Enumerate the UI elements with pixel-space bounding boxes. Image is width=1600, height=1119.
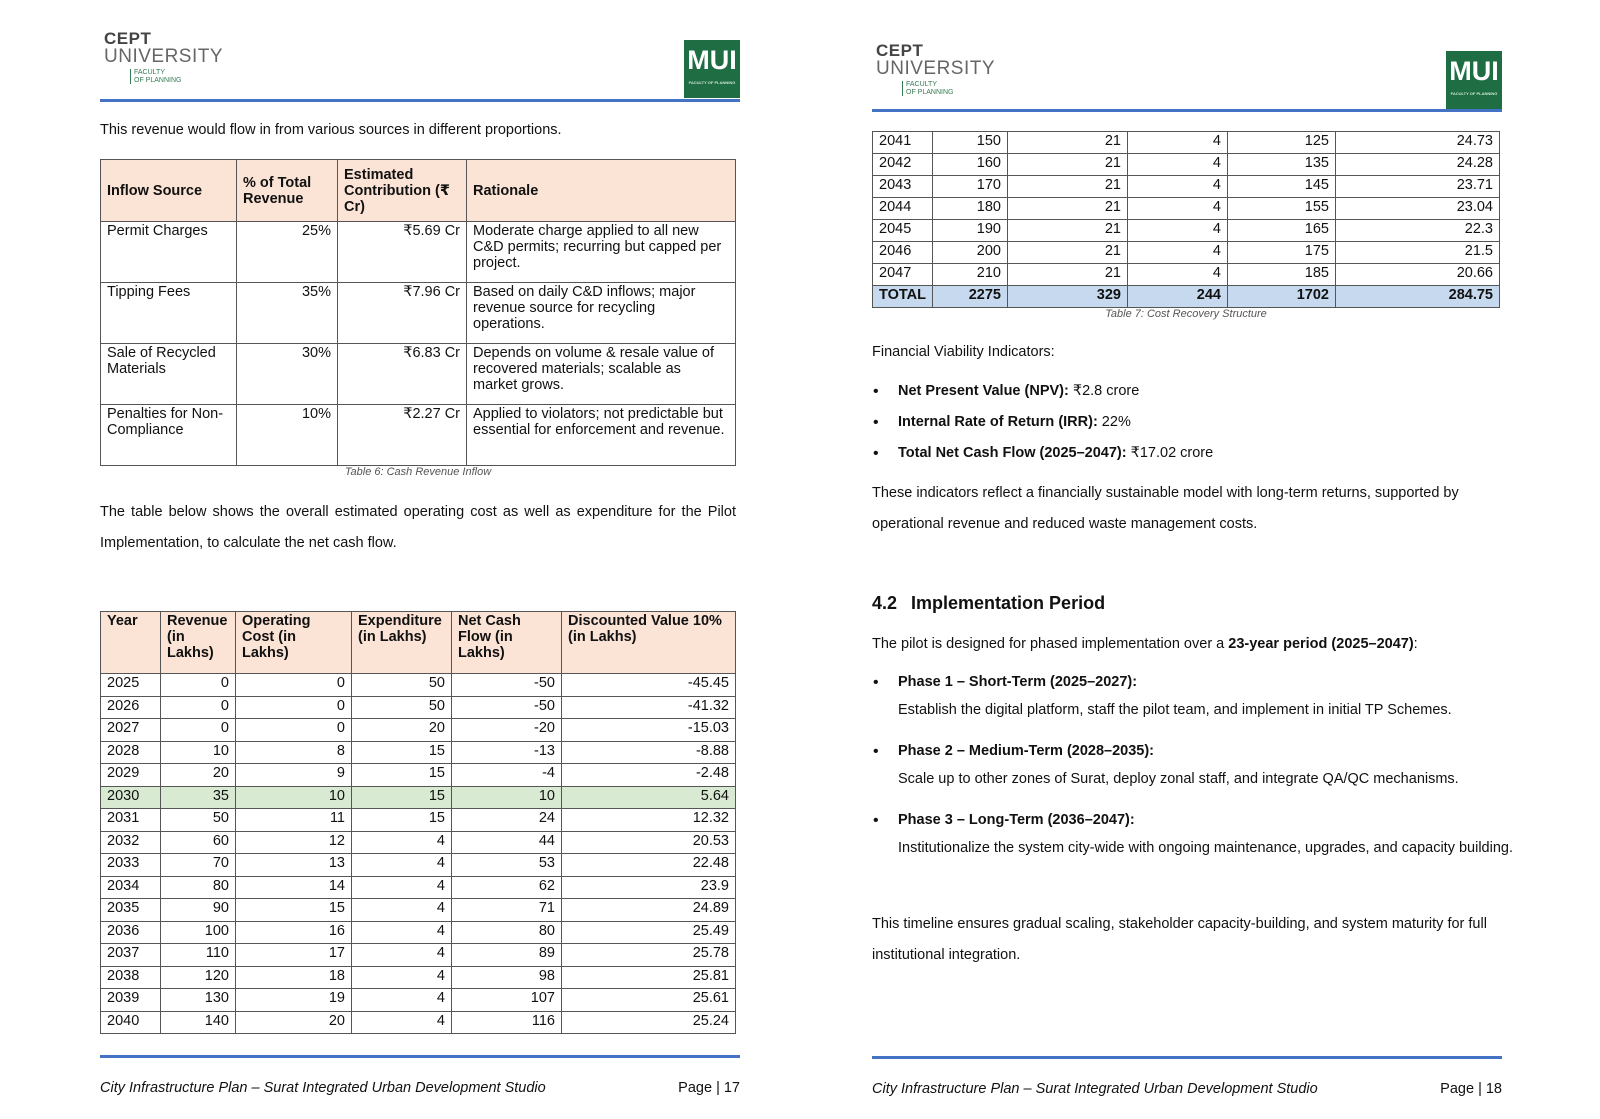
table-cell: 20 bbox=[352, 719, 452, 742]
table-cell: 0 bbox=[161, 696, 236, 719]
table-cell: 2047 bbox=[873, 264, 933, 286]
cash-flow-row bbox=[873, 264, 1500, 286]
net-cash-flow-table bbox=[100, 611, 736, 1034]
table-cell: 10 bbox=[236, 786, 352, 809]
table-cell: 4 bbox=[352, 921, 452, 944]
table-cell: -2.48 bbox=[562, 764, 736, 787]
cash-flow-row bbox=[873, 154, 1500, 176]
table-cell: 80 bbox=[161, 876, 236, 899]
table-cell: 1702 bbox=[1228, 286, 1336, 308]
table-cell: 155 bbox=[1228, 198, 1336, 220]
cept-university-logo: CEPT UNIVERSITY FACULTY OF PLANNING bbox=[876, 41, 996, 96]
table-cell: -45.45 bbox=[562, 674, 736, 697]
cash-flow-row bbox=[101, 831, 736, 854]
table-cell: 0 bbox=[161, 719, 236, 742]
table-cell: -15.03 bbox=[562, 719, 736, 742]
table-cell: 24.28 bbox=[1336, 154, 1500, 176]
table-cell: 2031 bbox=[101, 809, 161, 832]
table-cell: 2038 bbox=[101, 966, 161, 989]
table-cell: 244 bbox=[1128, 286, 1228, 308]
table-cell: 116 bbox=[452, 1011, 562, 1034]
inflow-row bbox=[101, 283, 736, 344]
table-cell: 2026 bbox=[101, 696, 161, 719]
section-heading bbox=[872, 593, 1105, 614]
table-cell: 2037 bbox=[101, 944, 161, 967]
table-cell: ₹2.27 Cr bbox=[338, 405, 467, 466]
closing-paragraph: This timeline ensures gradual scaling, stakeholder capacity-building, and system maturity for full institutional integration. bbox=[872, 916, 1487, 963]
table-cell: 21 bbox=[1008, 132, 1128, 154]
table-cell: 2032 bbox=[101, 831, 161, 854]
table-cell: 71 bbox=[452, 899, 562, 922]
cash-flow-row bbox=[873, 132, 1500, 154]
table-cell: 21 bbox=[1008, 154, 1128, 176]
table-cell: 160 bbox=[933, 154, 1008, 176]
table-cell: 25.24 bbox=[562, 1011, 736, 1034]
table-cell: 170 bbox=[933, 176, 1008, 198]
col-operating-cost: Operating Cost (in Lakhs) bbox=[236, 612, 352, 674]
table-cell: 24 bbox=[452, 809, 562, 832]
table-cell: 2046 bbox=[873, 242, 933, 264]
table-cell: 8 bbox=[236, 741, 352, 764]
table-cell: -50 bbox=[452, 674, 562, 697]
table-cell: 4 bbox=[1128, 264, 1228, 286]
table-cell: 21 bbox=[1008, 264, 1128, 286]
table-cell: Depends on volume & resale value of recovered materials; scalable as market grows. bbox=[467, 344, 736, 405]
table-cell: 15 bbox=[236, 899, 352, 922]
cash-revenue-inflow-table bbox=[100, 159, 736, 466]
phase-3: • Phase 3 – Long-Term (2036–2047): Institutionalize the system city-wide with ongoing maintenance, upgrades, and capacity building. bbox=[898, 812, 1518, 864]
table-cell: 180 bbox=[933, 198, 1008, 220]
table-cell: 4 bbox=[1128, 220, 1228, 242]
table-cell: 4 bbox=[352, 966, 452, 989]
footer-title: City Infrastructure Plan – Surat Integrated Urban Development Studio bbox=[100, 1080, 546, 1096]
inflow-row bbox=[101, 405, 736, 466]
table-cell: -13 bbox=[452, 741, 562, 764]
table-cell: -20 bbox=[452, 719, 562, 742]
revenue-intro-text: This revenue would flow in from various sources in different proportions. bbox=[100, 122, 562, 138]
table-cell: 2033 bbox=[101, 854, 161, 877]
table-cell: 190 bbox=[933, 220, 1008, 242]
cash-flow-row bbox=[101, 696, 736, 719]
table-cell: 2041 bbox=[873, 132, 933, 154]
table-cell: 12 bbox=[236, 831, 352, 854]
col-inflow-source: Inflow Source bbox=[101, 160, 237, 222]
table-cell: 21 bbox=[1008, 198, 1128, 220]
table-cell: 21.5 bbox=[1336, 242, 1500, 264]
table-cell: 23.71 bbox=[1336, 176, 1500, 198]
col-percent-revenue: % of Total Revenue bbox=[237, 160, 338, 222]
inflow-row bbox=[101, 344, 736, 405]
table-cell: 30% bbox=[237, 344, 338, 405]
table-cell: 145 bbox=[1228, 176, 1336, 198]
col-expenditure: Expenditure (in Lakhs) bbox=[352, 612, 452, 674]
pilot-intro-text: The pilot is designed for phased implementation over a 23-year period (2025–2047): bbox=[872, 636, 1418, 652]
table-cell: 21 bbox=[1008, 176, 1128, 198]
table-cell: 44 bbox=[452, 831, 562, 854]
table-cell: Moderate charge applied to all new C&D permits; recurring but capped per project. bbox=[467, 222, 736, 283]
table-cell: 60 bbox=[161, 831, 236, 854]
cept-university-logo: CEPT UNIVERSITY FACULTY OF PLANNING bbox=[104, 29, 224, 84]
page-number: Page | 18 bbox=[1440, 1081, 1502, 1097]
table-7-caption: Table 7: Cost Recovery Structure bbox=[1105, 308, 1267, 320]
indicator-net-cash-flow: • Total Net Cash Flow (2025–2047): ₹17.02 crore bbox=[898, 445, 1518, 476]
cash-flow-row bbox=[101, 854, 736, 877]
fvi-heading: Financial Viability Indicators: bbox=[872, 344, 1055, 360]
cost-recovery-table bbox=[872, 131, 1500, 308]
table-cell: 329 bbox=[1008, 286, 1128, 308]
cash-flow-row bbox=[101, 921, 736, 944]
table-cell: Sale of Recycled Materials bbox=[101, 344, 237, 405]
table-cell: 4 bbox=[1128, 198, 1228, 220]
cash-flow-row bbox=[873, 220, 1500, 242]
table-cell: 17 bbox=[236, 944, 352, 967]
table-cell: 10 bbox=[452, 786, 562, 809]
table-cell: 53 bbox=[452, 854, 562, 877]
table-cell: 107 bbox=[452, 989, 562, 1012]
table-cell: 20.53 bbox=[562, 831, 736, 854]
table-cell: 15 bbox=[352, 809, 452, 832]
table-cell: 2028 bbox=[101, 741, 161, 764]
phase-list bbox=[872, 674, 1518, 864]
table-cell: 5.64 bbox=[562, 786, 736, 809]
table-cell: 24.73 bbox=[1336, 132, 1500, 154]
header-rule bbox=[872, 109, 1502, 112]
table-cell: 80 bbox=[452, 921, 562, 944]
table-cell: 20 bbox=[161, 764, 236, 787]
table-cell: 90 bbox=[161, 899, 236, 922]
footer-rule bbox=[872, 1056, 1502, 1059]
table-cell: 25.61 bbox=[562, 989, 736, 1012]
table-cell: 0 bbox=[236, 674, 352, 697]
table-cell: 150 bbox=[933, 132, 1008, 154]
table-cell: 9 bbox=[236, 764, 352, 787]
table-cell: 25.81 bbox=[562, 966, 736, 989]
cash-flow-row bbox=[101, 966, 736, 989]
table-cell: 25% bbox=[237, 222, 338, 283]
table-cell: 19 bbox=[236, 989, 352, 1012]
table-cell: 2035 bbox=[101, 899, 161, 922]
table-cell: 4 bbox=[1128, 132, 1228, 154]
table-cell: 21 bbox=[1008, 242, 1128, 264]
table-cell: 11 bbox=[236, 809, 352, 832]
table-cell: 210 bbox=[933, 264, 1008, 286]
cash-flow-row bbox=[101, 1011, 736, 1034]
col-rationale: Rationale bbox=[467, 160, 736, 222]
page-header bbox=[872, 0, 1502, 104]
cash-flow-row bbox=[101, 899, 736, 922]
table-cell: 10 bbox=[161, 741, 236, 764]
table-cell: 4 bbox=[1128, 176, 1228, 198]
table-6-caption: Table 6: Cash Revenue Inflow bbox=[344, 466, 492, 478]
table-cell: 120 bbox=[161, 966, 236, 989]
table-cell: 2040 bbox=[101, 1011, 161, 1034]
table-cell: 4 bbox=[352, 989, 452, 1012]
col-estimated-contribution: Estimated Contribution (₹ Cr) bbox=[338, 160, 467, 222]
table-cell: 98 bbox=[452, 966, 562, 989]
table-cell: 175 bbox=[1228, 242, 1336, 264]
table-cell: 25.78 bbox=[562, 944, 736, 967]
table-cell: 15 bbox=[352, 786, 452, 809]
table-cell: 140 bbox=[161, 1011, 236, 1034]
table-cell: 22.48 bbox=[562, 854, 736, 877]
cash-flow-row bbox=[101, 944, 736, 967]
section-title: Implementation Period bbox=[911, 593, 1106, 613]
table-cell: 165 bbox=[1228, 220, 1336, 242]
table-cell: ₹5.69 Cr bbox=[338, 222, 467, 283]
table-cell: -41.32 bbox=[562, 696, 736, 719]
table-cell: 0 bbox=[236, 696, 352, 719]
mui-logo: MUI FACULTY OF PLANNING bbox=[1446, 51, 1502, 109]
indicator-npv: • Net Present Value (NPV): ₹2.8 crore bbox=[898, 383, 1518, 414]
table-cell: Permit Charges bbox=[101, 222, 237, 283]
phase-2: • Phase 2 – Medium-Term (2028–2035): Scale up to other zones of Surat, deploy zonal staff, and integrate QA/QC mechanisms. bbox=[898, 743, 1518, 812]
table-cell: 4 bbox=[1128, 154, 1228, 176]
table-cell: 10% bbox=[237, 405, 338, 466]
page-17 bbox=[100, 0, 740, 1119]
table-cell: 4 bbox=[352, 1011, 452, 1034]
table-cell: 0 bbox=[236, 719, 352, 742]
mui-logo: MUI FACULTY OF PLANNING bbox=[684, 40, 740, 98]
table-cell: 2027 bbox=[101, 719, 161, 742]
table-cell: 2275 bbox=[933, 286, 1008, 308]
table-cell: 25.49 bbox=[562, 921, 736, 944]
table-cell: 22.3 bbox=[1336, 220, 1500, 242]
cash-flow-row bbox=[101, 741, 736, 764]
table-cell: 4 bbox=[352, 831, 452, 854]
table-cell: 35% bbox=[237, 283, 338, 344]
table-cell: 35 bbox=[161, 786, 236, 809]
table-cell: 2044 bbox=[873, 198, 933, 220]
table-cell: Based on daily C&D inflows; major revenue source for recycling operations. bbox=[467, 283, 736, 344]
table-cell: 21 bbox=[1008, 220, 1128, 242]
cash-flow-row bbox=[101, 876, 736, 899]
cash-flow-row bbox=[101, 786, 736, 809]
table-cell: 2034 bbox=[101, 876, 161, 899]
table-cell: 125 bbox=[1228, 132, 1336, 154]
indicator-list bbox=[872, 383, 1518, 476]
table-cell: 89 bbox=[452, 944, 562, 967]
table-cell: 4 bbox=[352, 854, 452, 877]
table-cell: Penalties for Non-Compliance bbox=[101, 405, 237, 466]
footer-rule bbox=[100, 1055, 740, 1058]
table-cell: Tipping Fees bbox=[101, 283, 237, 344]
fvi-paragraph: These indicators reflect a financially sustainable model with long-term returns, supported by operational revenue and reduced waste management costs. bbox=[872, 485, 1459, 532]
table-cell: 15 bbox=[352, 764, 452, 787]
table-cell: 16 bbox=[236, 921, 352, 944]
phase-1: • Phase 1 – Short-Term (2025–2027): Establish the digital platform, staff the pilot team, and implement in initial TP Schemes. bbox=[898, 674, 1518, 743]
cash-flow-row bbox=[101, 674, 736, 697]
table-cell: 185 bbox=[1228, 264, 1336, 286]
cash-flow-row bbox=[101, 809, 736, 832]
col-net-cash-flow: Net Cash Flow (in Lakhs) bbox=[452, 612, 562, 674]
table-cell: 4 bbox=[352, 944, 452, 967]
table-cell: 2045 bbox=[873, 220, 933, 242]
table-cell: TOTAL bbox=[873, 286, 933, 308]
table-cell: 2042 bbox=[873, 154, 933, 176]
table-cell: -8.88 bbox=[562, 741, 736, 764]
col-year: Year bbox=[101, 612, 161, 674]
table-cell: 14 bbox=[236, 876, 352, 899]
table-cell: 2030 bbox=[101, 786, 161, 809]
table-cell: 2025 bbox=[101, 674, 161, 697]
col-revenue: Revenue (in Lakhs) bbox=[161, 612, 236, 674]
inflow-row bbox=[101, 222, 736, 283]
cash-flow-row bbox=[101, 989, 736, 1012]
page-header bbox=[100, 0, 740, 104]
cash-flow-row bbox=[101, 719, 736, 742]
table-cell: 50 bbox=[161, 809, 236, 832]
table-cell: 4 bbox=[352, 876, 452, 899]
table-cell: 50 bbox=[352, 674, 452, 697]
table-cell: 62 bbox=[452, 876, 562, 899]
table-cell: 50 bbox=[352, 696, 452, 719]
table-cell: 100 bbox=[161, 921, 236, 944]
page-footer bbox=[872, 1081, 1502, 1097]
col-discounted-value: Discounted Value 10% (in Lakhs) bbox=[562, 612, 736, 674]
table-cell: 23.9 bbox=[562, 876, 736, 899]
table-cell: 18 bbox=[236, 966, 352, 989]
cash-flow-row bbox=[873, 176, 1500, 198]
indicator-irr: • Internal Rate of Return (IRR): 22% bbox=[898, 414, 1518, 445]
header-rule bbox=[100, 99, 740, 102]
table-cell: 23.04 bbox=[1336, 198, 1500, 220]
table-cell: 20.66 bbox=[1336, 264, 1500, 286]
table-cell: 70 bbox=[161, 854, 236, 877]
table-cell: 2029 bbox=[101, 764, 161, 787]
page-footer bbox=[100, 1080, 740, 1096]
table-cell: 24.89 bbox=[562, 899, 736, 922]
cash-flow-row bbox=[873, 242, 1500, 264]
table-cell: Applied to violators; not predictable but essential for enforcement and revenue. bbox=[467, 405, 736, 466]
table-cell: 110 bbox=[161, 944, 236, 967]
table-cell: 284.75 bbox=[1336, 286, 1500, 308]
cash-flow-row bbox=[101, 764, 736, 787]
page-18 bbox=[872, 0, 1513, 1119]
table-cell: 12.32 bbox=[562, 809, 736, 832]
table-cell: 20 bbox=[236, 1011, 352, 1034]
table-cell: 15 bbox=[352, 741, 452, 764]
table-cell: 130 bbox=[161, 989, 236, 1012]
table-cell: -50 bbox=[452, 696, 562, 719]
table-cell: 200 bbox=[933, 242, 1008, 264]
table-cell: 4 bbox=[1128, 242, 1228, 264]
table-cell: 2039 bbox=[101, 989, 161, 1012]
table-cell: 2036 bbox=[101, 921, 161, 944]
cost-table-wrap bbox=[100, 611, 736, 1034]
section-number: 4.2 bbox=[872, 593, 898, 613]
footer-title: City Infrastructure Plan – Surat Integrated Urban Development Studio bbox=[872, 1081, 1318, 1097]
total-row bbox=[873, 286, 1500, 308]
cost-table-cont-wrap bbox=[872, 131, 1500, 320]
table-cell: ₹7.96 Cr bbox=[338, 283, 467, 344]
table-cell: 0 bbox=[161, 674, 236, 697]
table-cell: 13 bbox=[236, 854, 352, 877]
table-cell: 4 bbox=[352, 899, 452, 922]
net-cash-flow-intro-text: The table below shows the overall estimated operating cost as well as expenditure for the Pilot Implementation, to calculate the net cash flow. bbox=[100, 504, 736, 551]
table-cell: 2043 bbox=[873, 176, 933, 198]
table-cell: -4 bbox=[452, 764, 562, 787]
table-cell: 135 bbox=[1228, 154, 1336, 176]
page-number: Page | 17 bbox=[678, 1080, 740, 1096]
inflow-table-wrap bbox=[100, 159, 736, 478]
table-cell: ₹6.83 Cr bbox=[338, 344, 467, 405]
cash-flow-row bbox=[873, 198, 1500, 220]
